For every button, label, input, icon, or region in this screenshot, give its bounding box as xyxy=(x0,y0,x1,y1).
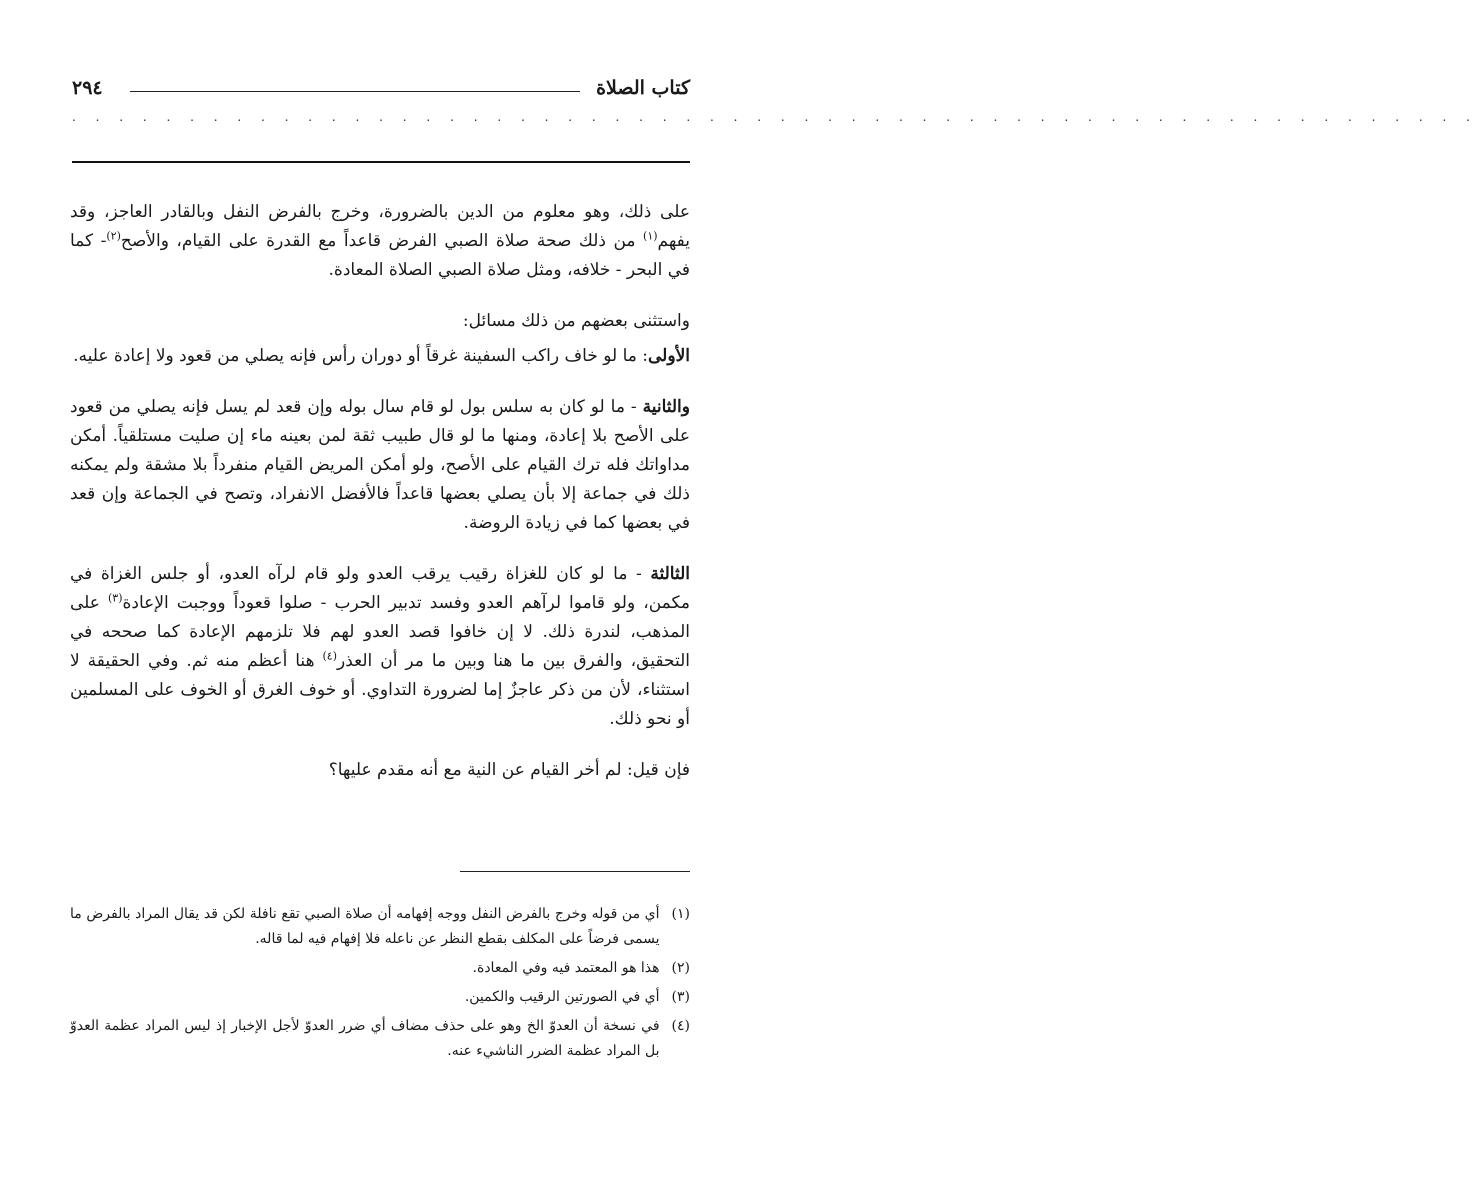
running-header-title: كتاب الصلاة xyxy=(596,77,690,99)
footnote-number: (٣) xyxy=(671,989,690,1005)
header-divider xyxy=(72,161,690,163)
page-number: ٢٩٤ xyxy=(72,77,103,99)
footnote-text: في نسخة أن العدوّ الخ وهو على حذف مضاف أي ضرر العدوّ لأجل الإخبار إذ ليس المراد عظمة العدوّ بل المراد عظمة الضرر الناشيء عنه. xyxy=(70,1018,660,1059)
footnote-number: (١) xyxy=(671,906,690,922)
footnote-4 xyxy=(70,1014,690,1064)
case-label-first: الأولى xyxy=(648,346,690,366)
paragraph-6: فإن قيل: لم أخر القيام عن النية مع أنه مقدم عليها؟ xyxy=(328,760,690,780)
main-text xyxy=(70,198,690,807)
case-label-third: الثالثة xyxy=(650,564,690,584)
case-label-second: والثانية xyxy=(642,397,690,417)
footnote-ref-1[interactable]: (١) xyxy=(643,229,658,243)
footnote-rule xyxy=(460,871,690,872)
footnotes xyxy=(70,902,690,1068)
paragraph-2: واستثنى بعضهم من ذلك مسائل: xyxy=(462,311,690,331)
paragraph-4: والثانية - ما لو كان به سلس بول لو قام سال بوله وإن قعد لم يسل فإنه يصلي من قعود على الأصح بلا إعادة، ومنها ما لو قال طبيب ثقة لمن بعينه ماء إن صليت مستلقياً. أمكن مداواتك فله ترك القيام على الأصح، ولو أمكن المريض القيام منفرداً بلا مشقة ولم يمكنه ذلك في جماعة إلا بأن يصلي بعضها قاعداً فالأفضل الانفراد، وتصح في الجماعة وإن قعد في بعضها كما في زيادة الروضة. xyxy=(70,397,690,533)
footnote-number: (٢) xyxy=(671,960,690,976)
header-rule xyxy=(130,91,580,92)
paragraph-3: الأولى: ما لو خاف راكب السفينة غرقاً أو دوران رأس فإنه يصلي من قعود ولا إعادة عليه. xyxy=(73,346,690,366)
footnote-ref-3[interactable]: (٣) xyxy=(108,591,123,605)
footnote-text: أي في الصورتين الرقيب والكمين. xyxy=(464,989,660,1005)
footnote-1 xyxy=(70,902,690,952)
dotted-separator: . . . . . . . . . . . . . . . . . . . . . . . . . . . . . . . . . . . . . . . . . . . . . . . . . . . . . . . . . . . . xyxy=(72,110,1478,124)
paragraph-1: على ذلك، وهو معلوم من الدين بالضرورة، وخرج بالفرض النفل وبالقادر العاجز، وقد يفهم$^{(١)}$ من ذلك صحة صلاة الصبي الفرض قاعداً مع القدرة على القيام، والأصح$^{(٢)}$- كما في البحر - خلافه، ومثل صلاة الصبي الصلاة المعادة. xyxy=(70,202,691,280)
footnote-ref-4[interactable]: (٤) xyxy=(322,649,338,663)
footnote-2 xyxy=(70,956,690,981)
footnote-number: (٤) xyxy=(671,1018,690,1034)
footnote-ref-2[interactable]: (٢) xyxy=(106,229,121,243)
footnote-3 xyxy=(70,985,690,1010)
paragraph-5: الثالثة - ما لو كان للغزاة رقيب يرقب العدو ولو قام لرآه العدو، أو جلس الغزاة في مكمن، ولو قاموا لرآهم العدو وفسد تدبير الحرب - صلوا قعوداً ووجبت الإعادة$^{(٣)}$ على المذهب، لندرة ذلك. لا إن خافوا قصد العدو لهم فلا تلزمهم الإعادة كما صححه في التحقيق، والفرق بين ما هنا وبين ما مر أن العذر$^{(٤)}$ هنا أعظم منه ثم. وفي الحقيقة لا استثناء، لأن من ذكر عاجزٌ إما لضرورة التداوي. أو خوف الغرق أو الخوف على المسلمين أو نحو ذلك. xyxy=(70,564,691,729)
footnote-text: أي من قوله وخرج بالفرض النفل ووجه إفهامه أن صلاة الصبي تقع نافلة لكن قد يقال المراد بالفرض ما يسمى فرضاً على المكلف بقطع النظر عن ناعله فلا إفهام فيه لما قاله. xyxy=(70,906,660,947)
footnote-text: هذا هو المعتمد فيه وفي المعادة. xyxy=(472,960,660,976)
